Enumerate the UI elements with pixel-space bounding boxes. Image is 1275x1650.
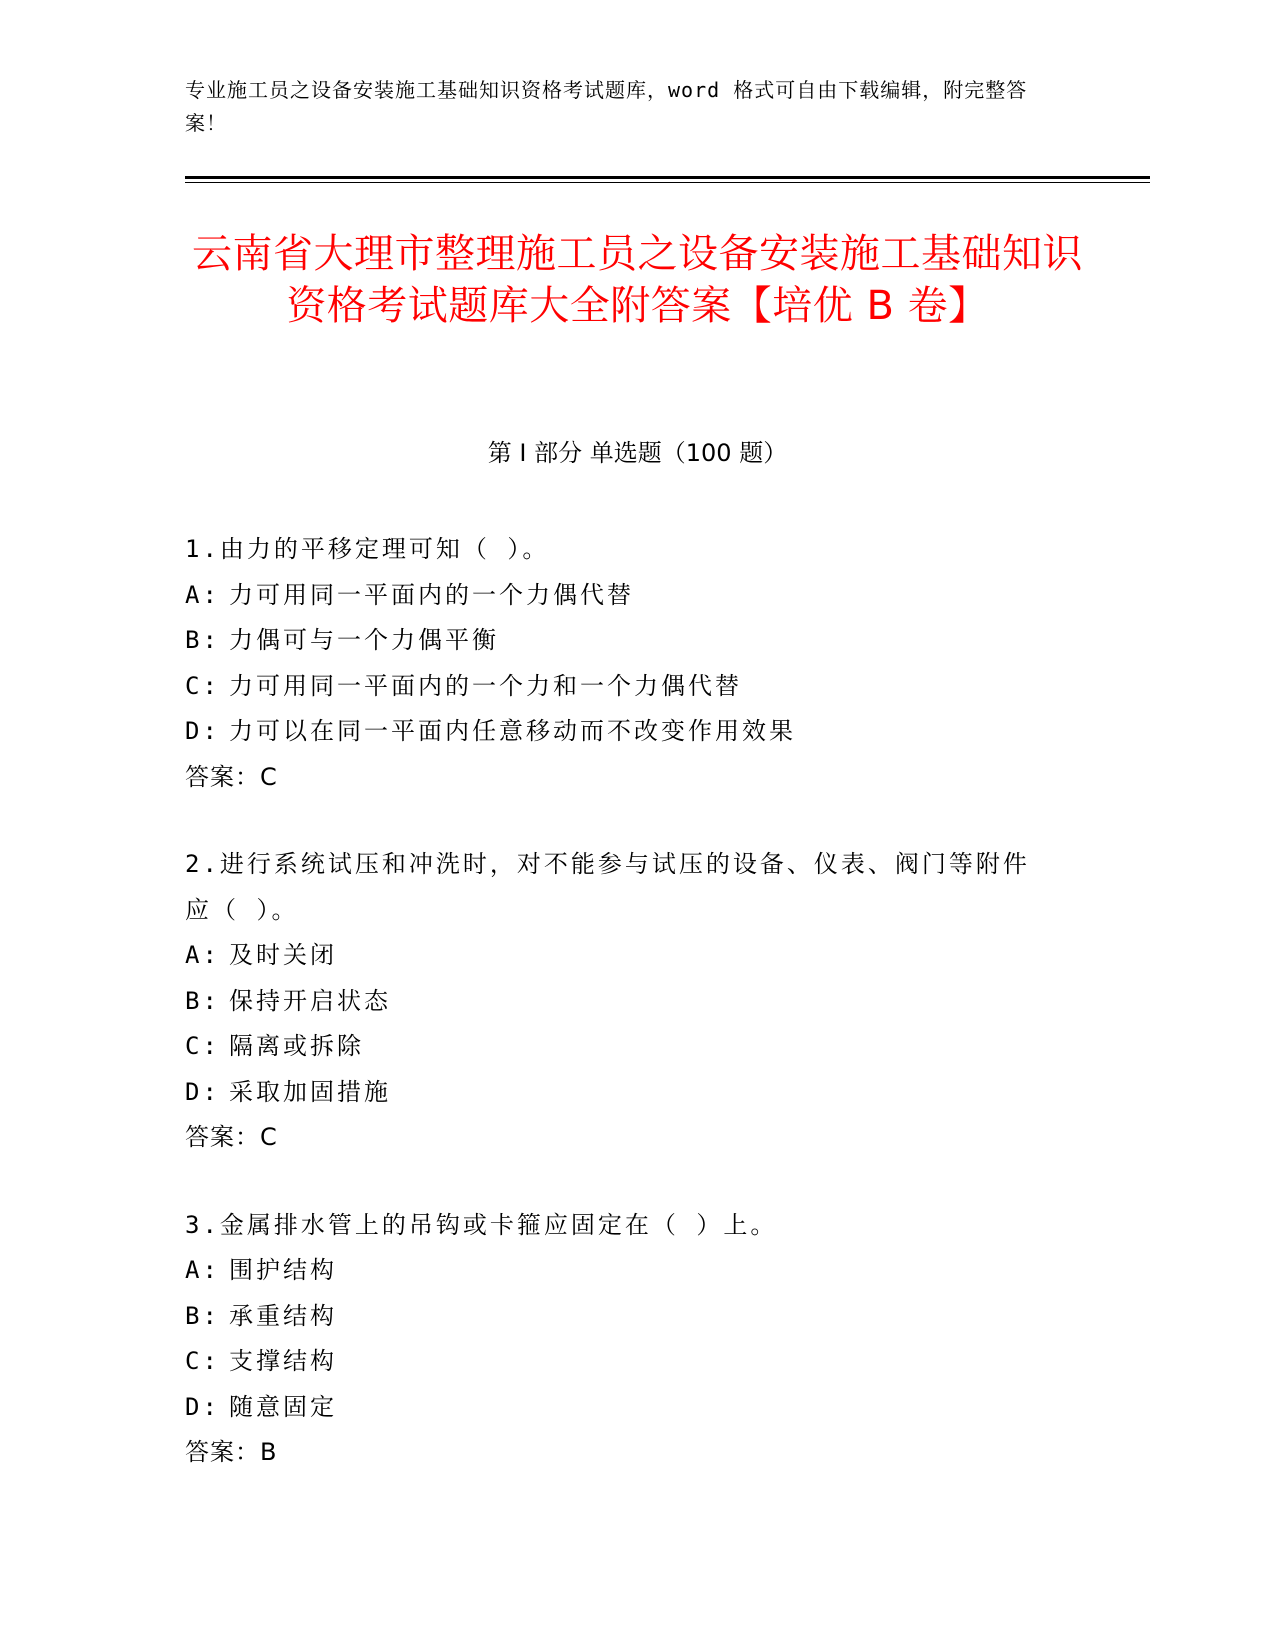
option-text: 随意固定: [229, 1392, 337, 1421]
option-c: [185, 1024, 1075, 1070]
option-text: 及时关闭: [229, 941, 337, 969]
question-stem: 3.金属排水管上的吊钩或卡箍应固定在（ ）上。: [185, 1210, 778, 1239]
option-key: B:: [185, 986, 220, 1015]
option-text: 采取加固措施: [229, 1077, 391, 1106]
option-key: D:: [185, 1392, 220, 1421]
option-b: [185, 979, 1075, 1025]
option-key: C:: [185, 671, 220, 700]
option-text: 承重结构: [229, 1301, 337, 1330]
question-1: [185, 527, 1075, 800]
option-key: D:: [185, 1077, 220, 1106]
question-3: [185, 1203, 1075, 1476]
question-stem: 2.进行系统试压和冲洗时，对不能参与试压的设备、仪表、阀门等附件应（ ）。: [185, 850, 1030, 924]
option-text: 力可用同一平面内的一个力和一个力偶代替: [229, 671, 742, 700]
question-list: [185, 527, 1075, 1518]
question-2: [185, 842, 1075, 1161]
question-stem: 1.由力的平移定理可知（ ）。: [185, 535, 550, 563]
option-c: [185, 1339, 1075, 1385]
header-rule-thin: [185, 182, 1150, 183]
option-key: A:: [185, 580, 220, 609]
option-text: 围护结构: [229, 1256, 337, 1284]
section-title: 第 I 部分 单选题（100 题）: [487, 439, 788, 467]
document-title: 云南省大理市整理施工员之设备安装施工基础知识资格考试题库大全附答案【培优 B 卷】: [192, 231, 1083, 329]
option-key: A:: [185, 941, 220, 969]
option-text: 保持开启状态: [229, 986, 391, 1015]
option-a: [185, 933, 1075, 979]
option-a: [185, 573, 1075, 619]
option-text: 隔离或拆除: [229, 1032, 364, 1060]
option-a: [185, 1248, 1075, 1294]
option-key: A:: [185, 1256, 220, 1284]
option-d: [185, 1070, 1075, 1116]
option-key: B:: [185, 1301, 220, 1330]
option-b: [185, 1294, 1075, 1340]
option-text: 力可用同一平面内的一个力偶代替: [229, 580, 634, 609]
answer-line: 答案：B: [185, 1438, 278, 1466]
option-text: 力可以在同一平面内任意移动而不改变作用效果: [229, 717, 796, 745]
option-text: 力偶可与一个力偶平衡: [229, 626, 499, 654]
option-text: 支撑结构: [229, 1347, 337, 1375]
option-d: [185, 1385, 1075, 1431]
option-b: [185, 618, 1075, 664]
option-key: C:: [185, 1032, 220, 1060]
answer-line: 答案：C: [185, 762, 278, 791]
option-key: B:: [185, 626, 220, 654]
option-d: [185, 709, 1075, 755]
header-rule-thick: [185, 176, 1150, 179]
option-c: [185, 664, 1075, 710]
header-note: 专业施工员之设备安装施工基础知识资格考试题库，word 格式可自由下载编辑，附完整答案！: [185, 78, 1028, 135]
option-key: C:: [185, 1347, 220, 1375]
answer-line: 答案：C: [185, 1123, 278, 1151]
option-key: D:: [185, 717, 220, 745]
